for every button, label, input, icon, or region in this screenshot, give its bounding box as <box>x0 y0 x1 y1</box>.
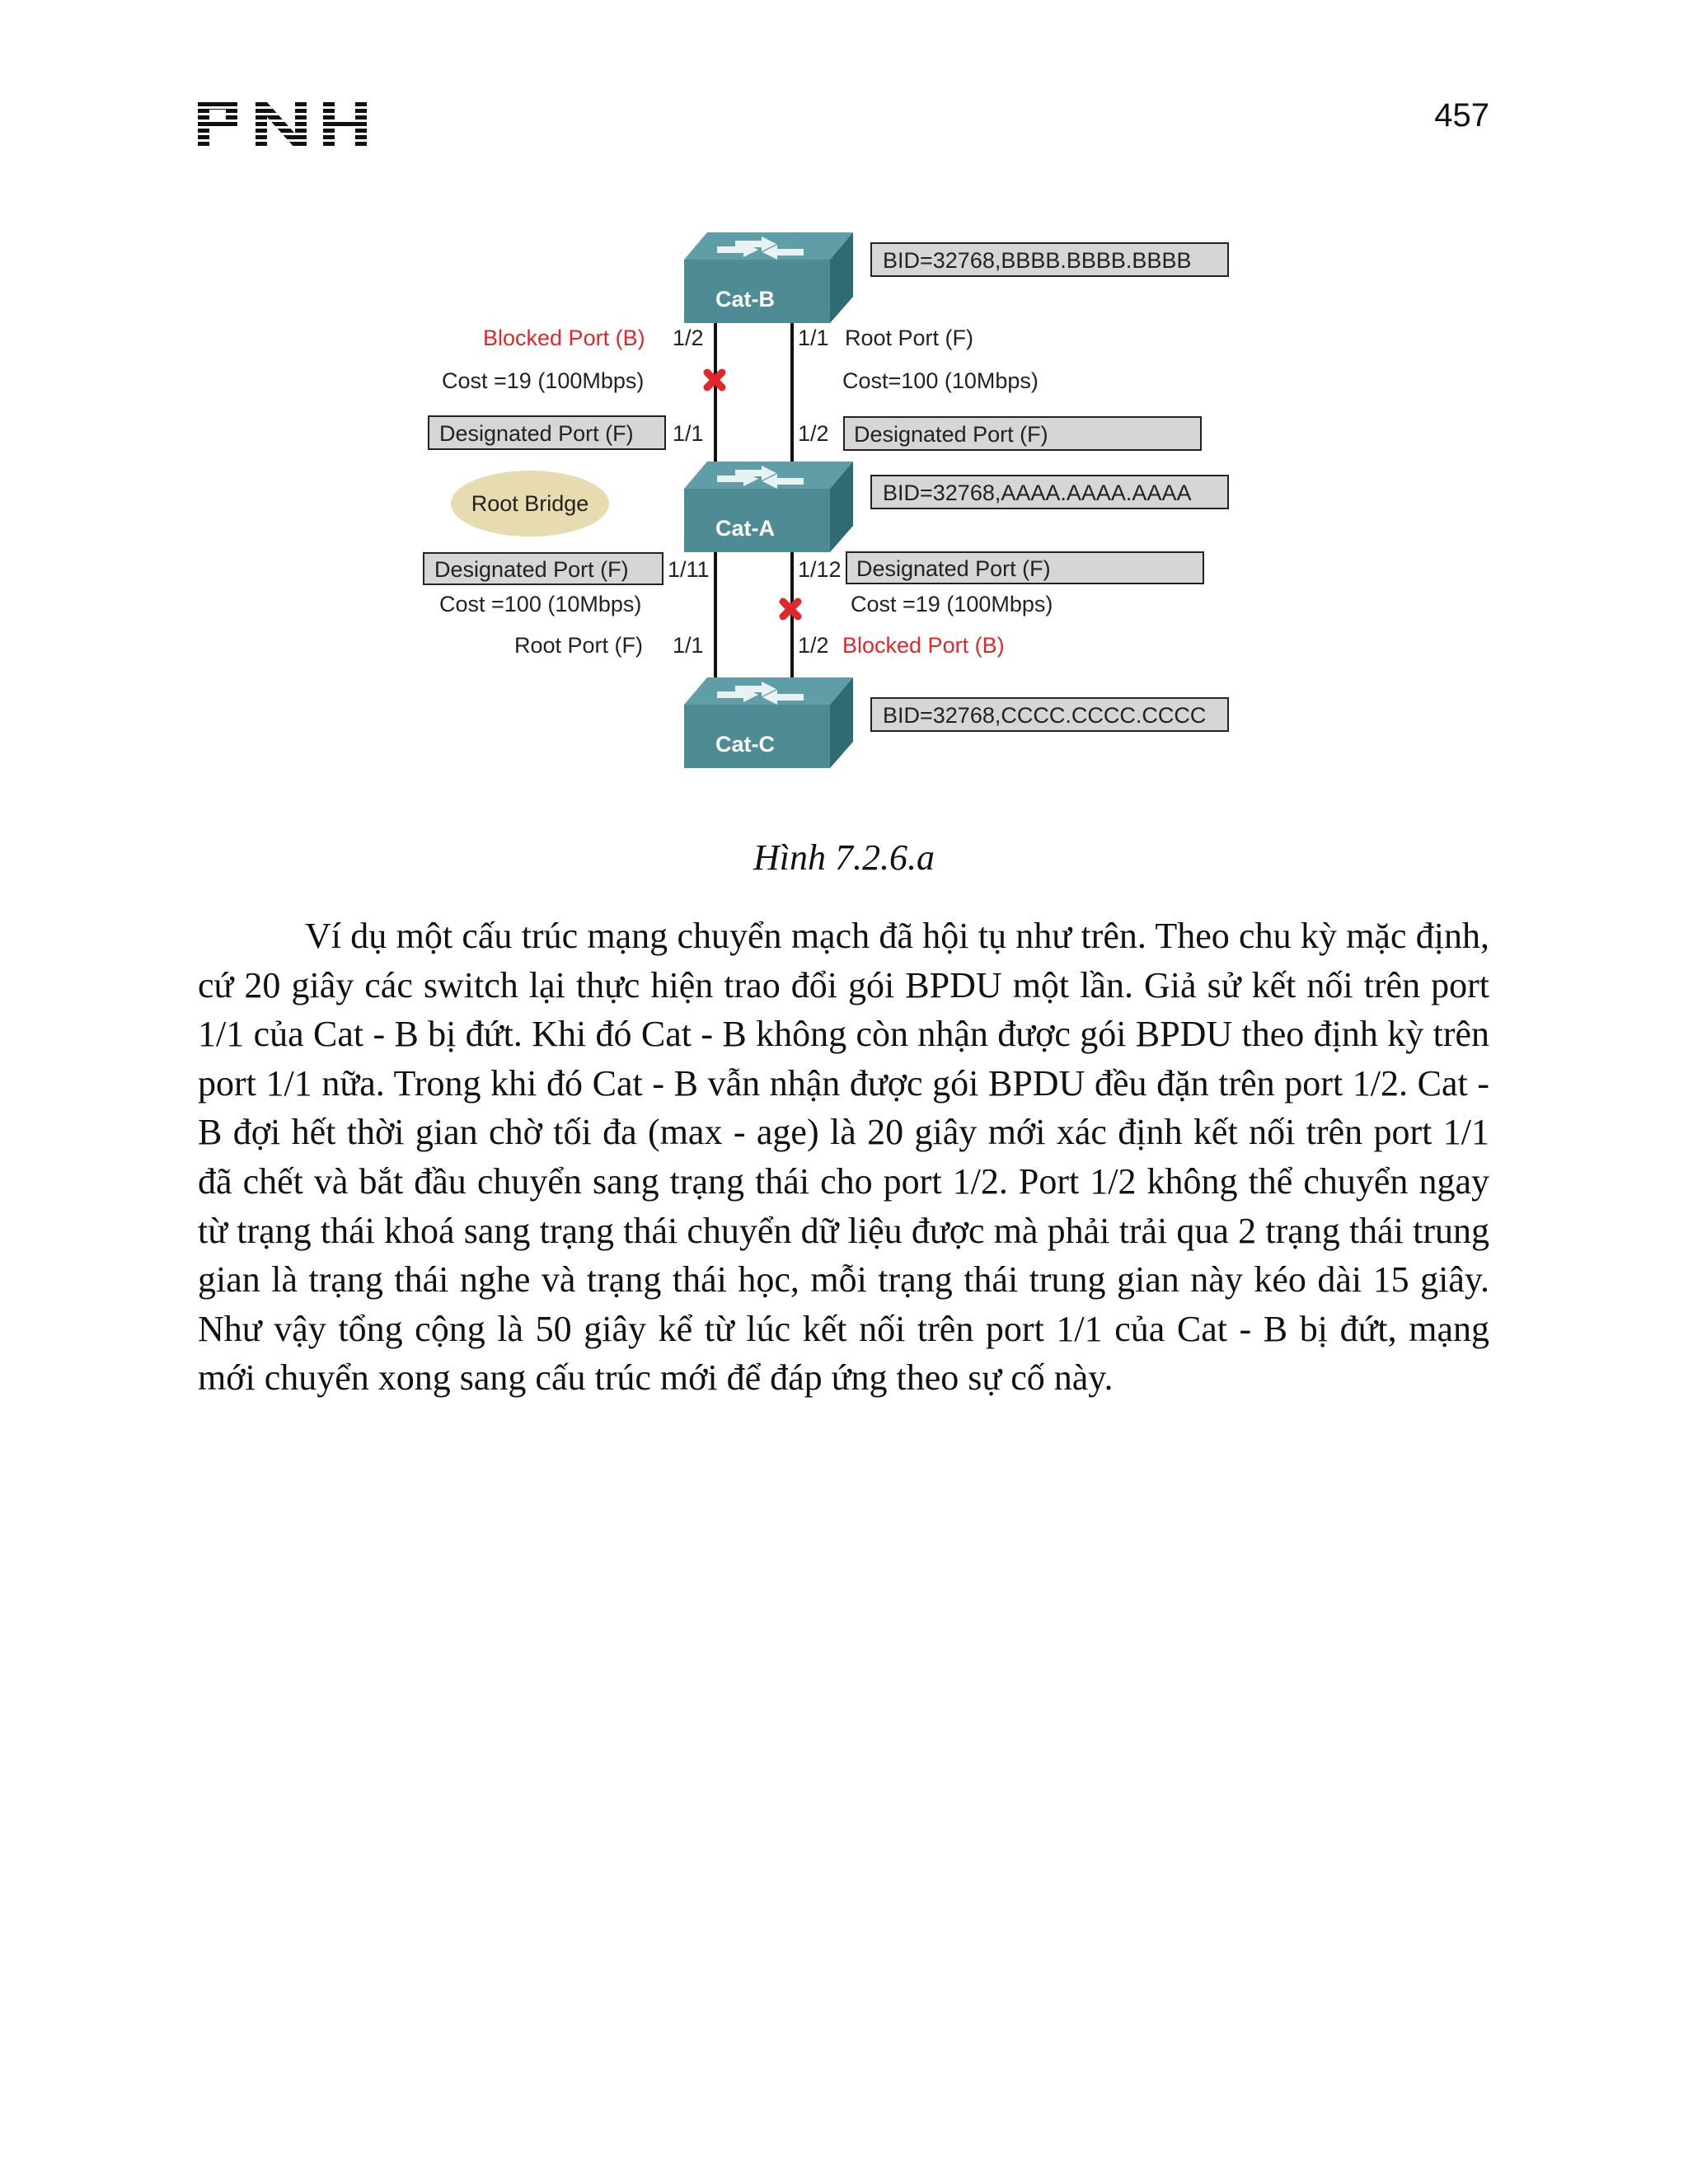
cost-label: Cost =19 (100Mbps) <box>442 368 645 393</box>
port-label: 1/1 <box>673 633 704 658</box>
svg-text:Cat-B: Cat-B <box>715 287 775 312</box>
port-label: 1/11 <box>668 557 710 582</box>
svg-text:Designated Port (F): Designated Port (F) <box>854 422 1048 447</box>
spanning-tree-diagram <box>412 210 1236 771</box>
root-port-label: Root Port (F) <box>845 326 974 350</box>
designated-port-box <box>424 553 663 584</box>
port-label: 1/12 <box>798 557 842 582</box>
cost-label: Cost=100 (10Mbps) <box>842 368 1039 393</box>
cost-label: Cost =100 (10Mbps) <box>439 592 642 616</box>
blocked-x-icon <box>783 602 798 616</box>
figure-caption: Hình 7.2.6.a <box>753 837 935 878</box>
switch-cat-a <box>684 462 853 552</box>
designated-port-box <box>844 417 1201 450</box>
port-label: 1/1 <box>798 326 829 350</box>
svg-text:Designated Port (F): Designated Port (F) <box>434 557 629 582</box>
bid-box-cat-b <box>871 243 1228 276</box>
port-label: 1/1 <box>673 421 704 446</box>
cost-label: Cost =19 (100Mbps) <box>851 592 1053 616</box>
page-number: 457 <box>1434 97 1489 134</box>
port-label: 1/2 <box>798 633 829 658</box>
svg-text:Designated Port (F): Designated Port (F) <box>439 421 634 446</box>
svg-text:BID=32768,CCCC.CCCC.CCCC: BID=32768,CCCC.CCCC.CCCC <box>883 703 1207 728</box>
svg-text:Designated Port (F): Designated Port (F) <box>856 556 1051 581</box>
blocked-port-label: Blocked Port (B) <box>842 633 1005 658</box>
paragraph: Ví dụ một cấu trúc mạng chuyển mạch đã hội tụ như trên. Theo chu kỳ mặc định, cứ 20 giây các switch lại thực hiện trao đổi gói BPDU một lần. Giả sử kết nối trên port 1/1 của Cat - B bị đứt. Khi đó Cat - B không còn nhận được gói BPDU theo định kỳ trên port 1/1 nữa. Trong khi đó Cat - B vẫn nhận được gói BPDU đều đặn trên port 1/2. Cat - B đợi hết thời gian chờ tối đa (max - age) là 20 giây mới xác định kết nối trên port 1/1 đã chết và bắt đầu chuyển sang trạng thái cho port 1/2. Port 1/2 không thể chuyển ngay từ trạng thái khoá sang trạng thái chuyển dữ liệu được mà phải trải qua 2 trạng thái trung gian là trạng thái nghe và trạng thái học, mỗi trạng thái trung gian này kéo dài 15 giây. Như vậy tổng cộng là 50 giây kể từ lúc kết nối trên port 1/1 của Cat - B bị đứt, mạng mới chuyển xong sang cấu trúc mới để đáp ứng theo sự cố này. <box>198 916 1489 1399</box>
switch-cat-c <box>684 677 853 768</box>
svg-text:Cat-C: Cat-C <box>715 732 775 757</box>
port-label: 1/2 <box>798 421 829 446</box>
bid-box-cat-a <box>871 476 1228 509</box>
svg-text:BID=32768,BBBB.BBBB.BBBB: BID=32768,BBBB.BBBB.BBBB <box>883 248 1192 273</box>
svg-text:Cat-A: Cat-A <box>715 516 775 541</box>
switch-cat-b <box>684 232 853 323</box>
body-text <box>198 912 1489 1403</box>
root-bridge-badge <box>451 471 609 537</box>
bid-box-cat-c <box>871 698 1228 731</box>
port-label: 1/2 <box>673 326 704 350</box>
root-port-label: Root Port (F) <box>514 633 644 658</box>
svg-text:Root Bridge: Root Bridge <box>471 491 589 516</box>
svg-text:BID=32768,AAAA.AAAA.AAAA: BID=32768,AAAA.AAAA.AAAA <box>883 480 1192 505</box>
designated-port-box <box>846 552 1203 583</box>
designated-port-box <box>429 416 665 449</box>
blocked-x-icon <box>707 373 722 387</box>
blocked-port-label: Blocked Port (B) <box>483 326 645 350</box>
pnh-logo <box>198 102 367 148</box>
